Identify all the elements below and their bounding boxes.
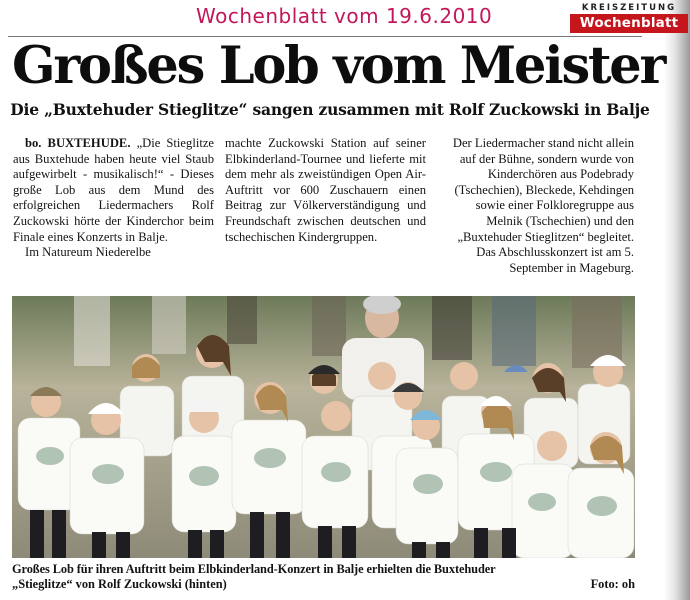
article-column-2 <box>225 136 426 245</box>
photo-credit: Foto: oh <box>590 577 635 591</box>
logo-top-text: KREISZEITUNG <box>581 3 677 13</box>
headline: Großes Lob vom Meister <box>12 36 665 96</box>
dateline: BUXTEHUDE. <box>47 136 131 150</box>
column-3-paragraph-1: Der Liedermacher stand nicht allein auf der Bühne, sondern wurde von Kinderchören aus Podebrady (Tschechien), Bleckede, Kehdingen sowie einer Folkloregruppe aus Melnik (Tschechien) und den „Buxtehuder Stieglitzen“ begleitet. Das Abschlusskonzert ist am 5. September in Mageburg. <box>452 136 634 275</box>
column-1-paragraph-1 <box>13 136 214 245</box>
article-column-3 <box>438 136 634 276</box>
article-column-1 <box>13 136 214 261</box>
date-stamp: Wochenblatt vom 19.6.2010 <box>196 4 493 28</box>
photo-caption <box>12 562 635 592</box>
column-2-paragraph-1: machte Zuckowski Station auf seiner Elbkinderland-Tournee und lieferte mit dem mehr als zweistündigen Open Air-Auftritt vor 600 Zuschauern einen Beitrag zur Völkerverständigung und Freundschaft zwischen deutschen und tschechischen Kindergruppen. <box>225 136 426 244</box>
logo-brand: Wochenblatt <box>570 14 688 33</box>
caption-line-2-row <box>12 577 635 592</box>
caption-line-1: Großes Lob für ihren Auftritt beim Elbkinderland-Konzert in Balje erhielten die Buxtehuder <box>12 562 496 576</box>
byline: bo. <box>25 136 42 150</box>
subheadline: Die „Buxtehuder Stieglitze“ sangen zusammen mit Rolf Zuckowski in Balje <box>10 100 650 119</box>
newspaper-logo <box>570 3 688 35</box>
group-photo <box>12 296 635 558</box>
page-edge-shadow <box>664 0 690 600</box>
group-photo-illustration <box>12 296 635 558</box>
column-1-paragraph-2: Im Natureum Niederelbe <box>25 245 151 260</box>
caption-line-2: „Stieglitze“ von Rolf Zuckowski (hinten) <box>12 577 227 591</box>
column-1-text: „Die Stieglitze aus Buxtehude haben heute viel Staub aufgewirbelt - musikalisch!“ - Dieses große Lob aus dem Mund des erfolgreichen Liedermachers Rolf Zuckowski hörte der Kinderchor beim Finale eines Konzerts in Balje. <box>13 136 214 244</box>
